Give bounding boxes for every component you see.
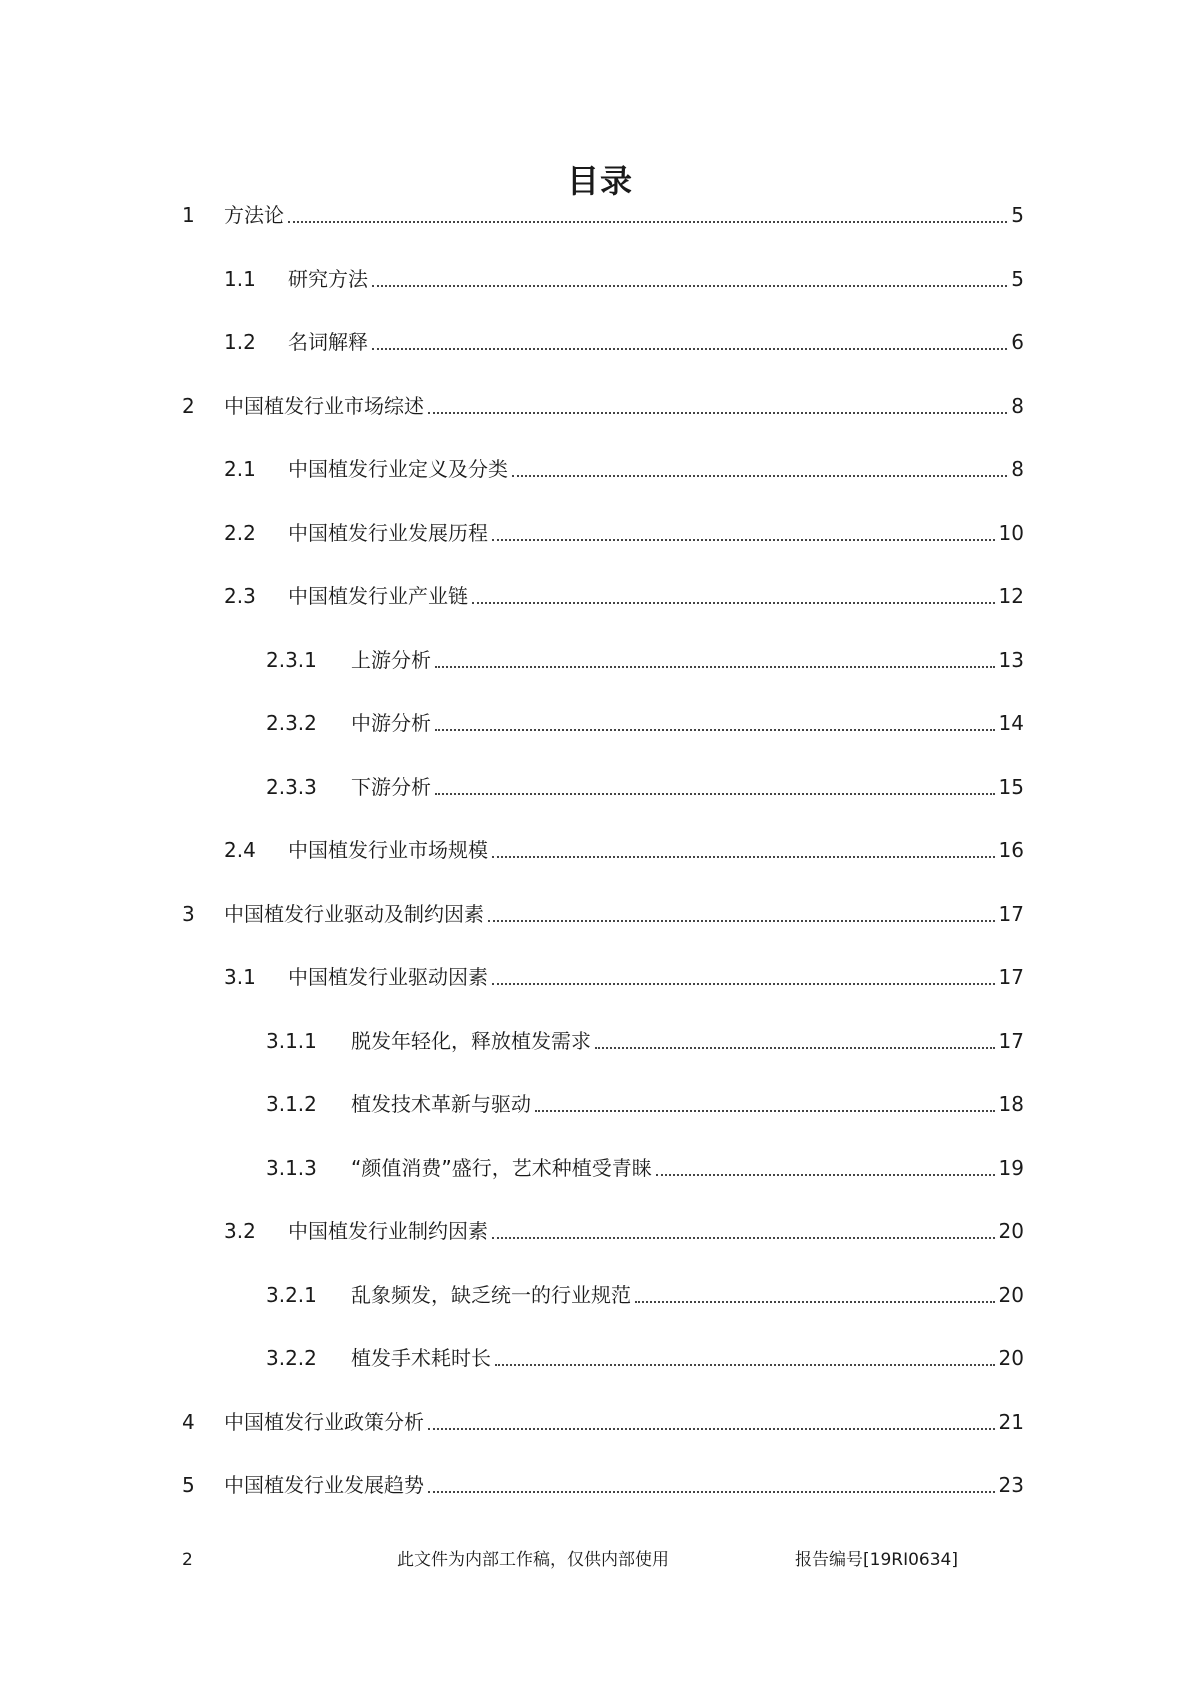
toc-entry-page: 17 [998,965,1024,989]
toc-entry-number: 2.3.1 [266,647,317,672]
toc-dot-leader [492,1236,995,1239]
toc-entry-title: 中国植发行业产业链 [288,581,470,611]
toc-entry-page: 5 [1011,203,1024,227]
toc-entry[interactable] [0,1089,1200,1119]
toc-entry-page: 14 [998,711,1024,735]
toc-entry[interactable] [0,518,1200,548]
toc-entry-page: 19 [998,1155,1024,1180]
toc-entry-page: 20 [998,1346,1024,1370]
toc-dot-leader [428,411,1007,414]
toc-entry-page: 8 [1011,457,1024,481]
toc-entry-title: 中国植发行业发展趋势 [224,1470,426,1500]
toc-entry-number: 1.1 [224,266,256,291]
toc-entry-title: 中国植发行业驱动及制约因素 [224,899,486,929]
toc-entry-title: 植发手术耗时长 [351,1343,493,1373]
toc-dot-leader [488,919,995,922]
toc-entry[interactable] [0,264,1200,294]
toc-entry-number: 2 [182,393,195,418]
toc-dot-leader [656,1173,995,1176]
toc-dot-leader [635,1300,995,1303]
toc-entry-title: 中游分析 [351,708,433,738]
toc-entry-page: 10 [998,520,1024,545]
toc-entry-page: 8 [1011,393,1024,418]
toc-entry[interactable] [0,581,1200,611]
toc-entry-title: 中国植发行业发展历程 [288,518,490,548]
toc-dot-leader [435,728,995,731]
toc-entry-title: 上游分析 [351,645,433,675]
toc-dot-leader [428,1490,995,1493]
toc-entry-page: 16 [998,838,1024,862]
toc-dot-leader [435,665,995,668]
toc-entry[interactable] [0,899,1200,929]
toc-entry-number: 1 [182,203,195,227]
toc-dot-leader [595,1046,995,1049]
toc-entry[interactable] [0,835,1200,865]
toc-entry-page: 18 [998,1092,1024,1116]
toc-entry[interactable] [0,200,1200,230]
toc-entry-number: 4 [182,1409,195,1434]
toc-entry-number: 3.1.1 [266,1028,317,1053]
toc-entry-number: 2.3.3 [266,774,317,799]
toc-entry-page: 17 [998,901,1024,926]
toc-entry-page: 17 [998,1028,1024,1053]
toc-entry[interactable] [0,645,1200,675]
toc-entry[interactable] [0,1470,1200,1500]
toc-entry[interactable] [0,1216,1200,1246]
toc-entry-page: 6 [1011,330,1024,354]
toc-entry-number: 3.2.1 [266,1282,317,1307]
toc-entry-number: 3.1 [224,965,256,989]
toc-entry[interactable] [0,772,1200,802]
footer-page-number: 2 [182,1550,193,1570]
toc-entry[interactable] [0,391,1200,421]
toc-entry[interactable] [0,962,1200,992]
toc-entry-page: 21 [998,1409,1024,1434]
toc-entry[interactable] [0,1407,1200,1437]
page-title: 目录 [566,162,633,200]
toc-dot-leader [495,1363,995,1366]
toc-entry-title: 名词解释 [288,327,370,357]
toc-entry-number: 5 [182,1473,195,1497]
toc-entry-number: 2.4 [224,838,256,862]
toc-entry-number: 2.1 [224,457,256,481]
toc-entry-number: 3.2.2 [266,1346,317,1370]
toc-entry-page: 12 [998,584,1024,608]
toc-entry-number: 2.3 [224,584,256,608]
toc-entry-page: 20 [998,1282,1024,1307]
toc-entry-title: 中国植发行业市场综述 [224,391,426,421]
toc-entry-number: 2.3.2 [266,711,317,735]
toc-entry-page: 13 [998,647,1024,672]
toc-entry-title: 脱发年轻化，释放植发需求 [351,1026,593,1056]
toc-dot-leader [372,347,1007,350]
toc-entry-title: 植发技术革新与驱动 [351,1089,533,1119]
toc-entry-page: 5 [1011,266,1024,291]
footer-report-id: 报告编号[19RI0634] [795,1550,958,1570]
toc-entry-title: “颜值消费”盛行，艺术种植受青睐 [351,1153,654,1183]
toc-dot-leader [288,220,1007,223]
toc-entry-title: 中国植发行业定义及分类 [288,454,510,484]
toc-entry-title: 中国植发行业制约因素 [288,1216,490,1246]
toc-dot-leader [472,601,995,604]
toc-dot-leader [492,982,995,985]
toc-entry-number: 3.2 [224,1219,256,1243]
toc-entry[interactable] [0,1026,1200,1056]
toc-entry[interactable] [0,1280,1200,1310]
toc-entry[interactable] [0,1153,1200,1183]
toc-dot-leader [435,792,995,795]
toc-entry-number: 3 [182,901,195,926]
toc-entry-title: 中国植发行业市场规模 [288,835,490,865]
toc-entry[interactable] [0,327,1200,357]
toc-entry-number: 3.1.2 [266,1092,317,1116]
toc-entry-title: 乱象频发，缺乏统一的行业规范 [351,1280,633,1310]
toc-entry-title: 方法论 [224,200,286,230]
toc-entry-page: 20 [998,1219,1024,1243]
toc-entry[interactable] [0,1343,1200,1373]
toc-entry-page: 23 [998,1473,1024,1497]
toc-entry-title: 中国植发行业驱动因素 [288,962,490,992]
toc-entry-page: 15 [998,774,1024,799]
toc-entry-number: 3.1.3 [266,1155,317,1180]
toc-dot-leader [492,538,995,541]
toc-dot-leader [535,1109,995,1112]
toc-entry-title: 中国植发行业政策分析 [224,1407,426,1437]
toc-entry-number: 1.2 [224,330,256,354]
toc-entry-number: 2.2 [224,520,256,545]
footer-notice: 此文件为内部工作稿，仅供内部使用 [397,1550,669,1570]
toc-dot-leader [428,1427,995,1430]
toc-dot-leader [372,284,1007,287]
toc-dot-leader [512,474,1007,477]
toc-entry-title: 研究方法 [288,264,370,294]
toc-entry-title: 下游分析 [351,772,433,802]
toc-entry[interactable] [0,708,1200,738]
toc-entry[interactable] [0,454,1200,484]
toc-dot-leader [492,855,995,858]
